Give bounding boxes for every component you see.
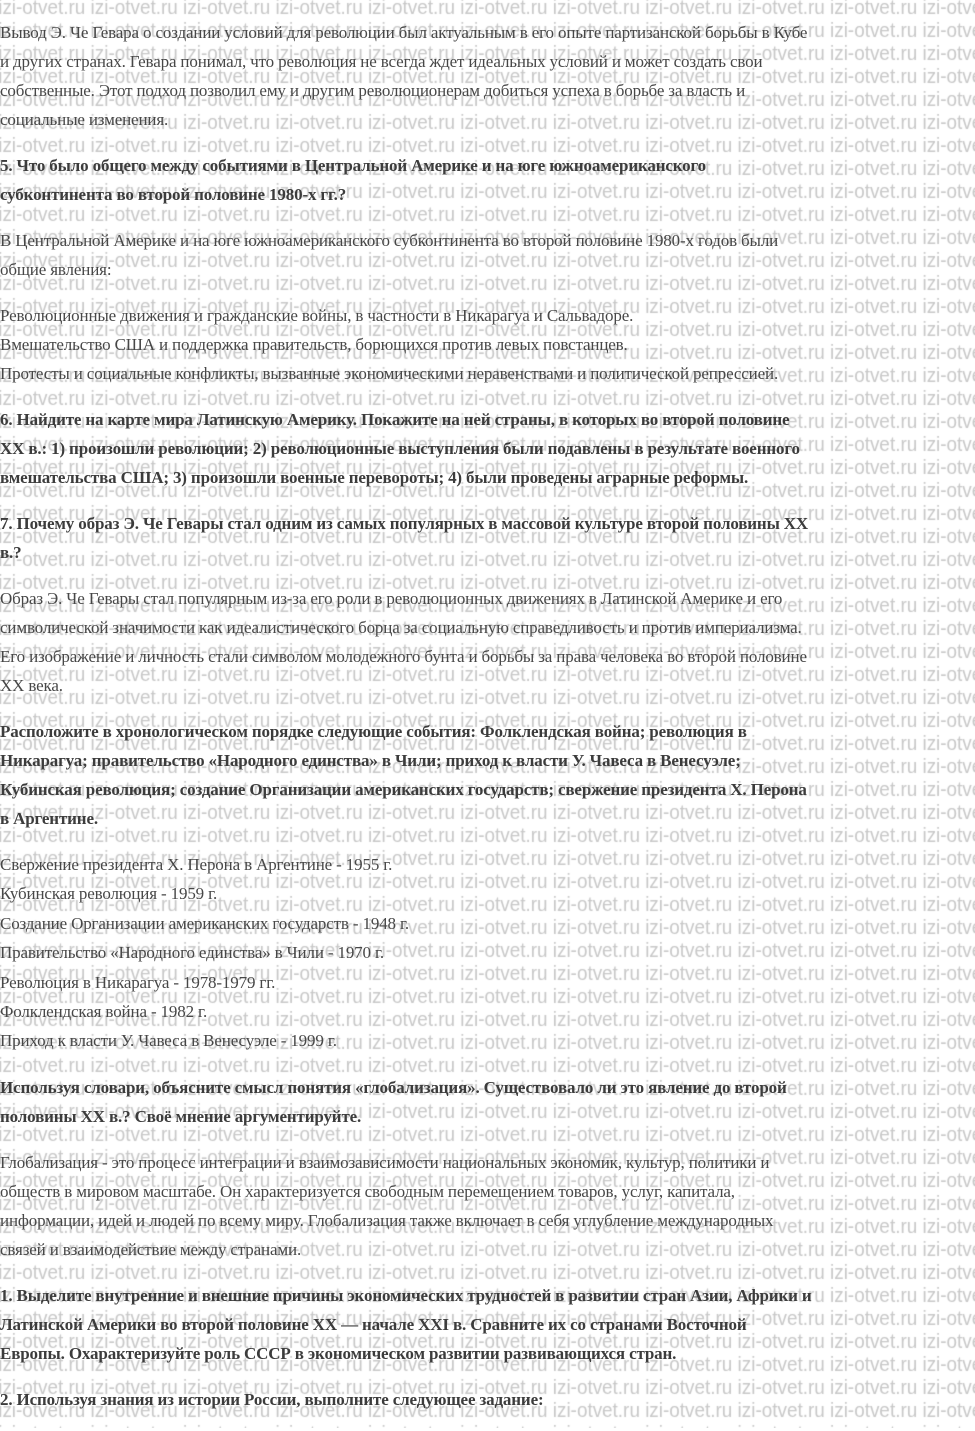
- text-line: Глобализация - это процесс интеграции и взаимозависимости национальных экономик, культур, политики и: [0, 1152, 770, 1172]
- text-line: Расположите в хронологическом порядке следующие события: Фолклендская война; революция в: [0, 722, 747, 741]
- chronology-list: [0, 850, 975, 1056]
- text-line: вмешательства США; 3) произошли военные перевороты; 4) были проведены аграрные реформы.: [0, 468, 749, 487]
- question-heading: [0, 509, 975, 567]
- text-line: социальные изменения.: [0, 110, 169, 129]
- text-line: в.?: [0, 543, 22, 562]
- text-line: информации, идей и людей по всему миру. Глобализация также включает в себя углубление международных: [0, 1210, 774, 1230]
- text-line: Протесты и социальные конфликты, вызванные экономическими неравенствами и политической репрессией.: [0, 364, 779, 383]
- text-line: Вывод Э. Че Гевара о создании условий для революции был актуальным в его опыте партизанской борьбы в Кубе: [0, 23, 808, 42]
- question-heading: [0, 405, 975, 492]
- list-item: Приход к власти У. Чавеса в Венесуэле - 1999 г.: [0, 1031, 337, 1051]
- text-line: 2. Используя знания из истории России, выполните следующее задание:: [0, 1389, 544, 1409]
- document-body: [0, 18, 975, 1431]
- question-heading: [0, 1281, 975, 1368]
- question-heading: [0, 151, 975, 209]
- text-line: Никарагуа; правительство «Народного единства» в Чили; приход к власти У. Чавеса в Венесуэле;: [0, 751, 741, 770]
- text-line: общие явления:: [0, 260, 112, 279]
- text-line: Революционные движения и гражданские войны, в частности в Никарагуа и Сальвадоре.: [0, 306, 634, 325]
- text-line: В Центральной Америке и на юге южноамериканского субконтинента во второй половине 1980-х годов были: [0, 231, 779, 250]
- answer-paragraph: [0, 301, 975, 388]
- text-line: Кубинская революция; создание Организации американских государств; свержение президента Х. Перона: [0, 780, 807, 799]
- text-line: Образ Э. Че Гевары стал популярным из-за его роли в революционных движениях в Латинской Америке и его: [0, 589, 783, 608]
- text-line: Европы. Охарактеризуйте роль СССР в экономическом развитии развивающихся стран.: [0, 1343, 677, 1363]
- text-line: символической значимости как идеалистического борца за социальную справедливость и против империализма.: [0, 618, 802, 637]
- answer-paragraph: [0, 18, 975, 134]
- text-line: XX века.: [0, 676, 63, 695]
- text-line: XX в.: 1) произошли революции; 2) революционные выступления были подавлены в результате военного: [0, 439, 800, 458]
- list-item: Правительство «Народного единства» в Чили - 1970 г.: [0, 943, 384, 963]
- text-line: обществ в мировом масштабе. Он характеризуется свободным перемещением товаров, услуг, капитала,: [0, 1181, 735, 1201]
- text-line: Вмешательство США и поддержка правительств, борющихся против левых повстанцев.: [0, 335, 628, 354]
- text-line: Используя словари, объясните смысл понятия «глобализация». Существовало ли это явление до второй: [0, 1077, 787, 1097]
- text-line: и других странах. Гевара понимал, что революция не всегда ждет идеальных условий и может создать свои: [0, 52, 763, 71]
- list-item: Свержение президента Х. Перона в Аргентине - 1955 г.: [0, 855, 393, 874]
- text-line: собственные. Этот подход позволил ему и другим революционерам добиться успеха в борьбе за власть и: [0, 81, 746, 100]
- text-line: Латинской Америки во второй половине XX — начале XXI в. Сравните их со странами Восточной: [0, 1314, 747, 1334]
- text-line: Его изображение и личность стали символом молодежного бунта и борьбы за права человека во второй половине: [0, 647, 807, 666]
- text-line: связей и взаимодействие между странами.: [0, 1239, 302, 1259]
- text-line: 5. Что было общего между событиями в Центральной Америке и на юге южноамериканского: [0, 156, 707, 175]
- text-line: в Аргентине.: [0, 809, 98, 828]
- list-item: Революция в Никарагуа - 1978-1979 гг.: [0, 972, 276, 992]
- text-line: 7. Почему образ Э. Че Гевары стал одним из самых популярных в массовой культуре второй половины XX: [0, 514, 809, 533]
- text-line: половины XX в.? Своё мнение аргументируйте.: [0, 1106, 362, 1126]
- list-item: Кубинская революция - 1959 г.: [0, 884, 218, 904]
- text-line: субконтинента во второй половине 1980-х гг.?: [0, 185, 347, 204]
- text-line: 6. Найдите на карте мира Латинскую Америку. Покажите на ней страны, в которых во второй половине: [0, 410, 790, 429]
- question-heading: [0, 1385, 975, 1414]
- text-line: 1. Выделите внутренние и внешние причины экономических трудностей в развитии стран Азии, Африки и: [0, 1285, 812, 1305]
- list-item: Фолклендская война - 1982 г.: [0, 1001, 208, 1021]
- list-item: Создание Организации американских государств - 1948 г.: [0, 913, 410, 933]
- answer-paragraph: [0, 226, 975, 284]
- answer-paragraph: [0, 1148, 975, 1264]
- question-heading: [0, 717, 975, 833]
- question-heading: [0, 1073, 975, 1131]
- answer-paragraph: [0, 584, 975, 700]
